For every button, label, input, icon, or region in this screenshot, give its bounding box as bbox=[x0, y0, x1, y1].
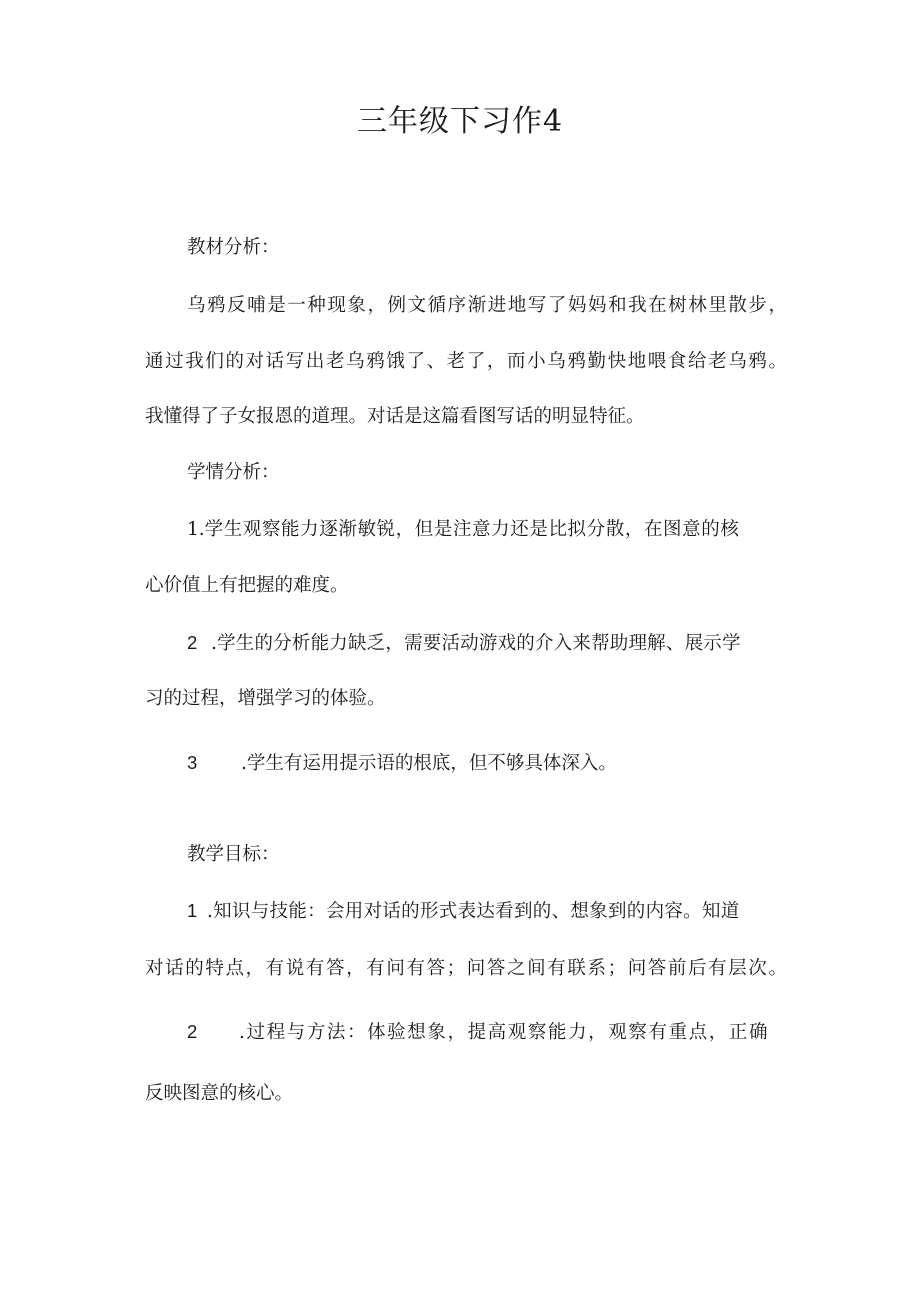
paragraph-line: 心价值上有把握的难度。 bbox=[145, 575, 349, 596]
page-title: 三年级下习作4 bbox=[356, 104, 564, 139]
list-number: 3 bbox=[187, 752, 198, 773]
paragraph-line: 通过我们的对话写出老乌鸦饿了、老了，而小乌鸦勤快地喂食给老乌鸦。 bbox=[145, 351, 787, 372]
list-number: 1 bbox=[187, 900, 198, 921]
list-text: .学生有运用提示语的根底，但不够具体深入。 bbox=[241, 753, 617, 774]
paragraph-line: 对话的特点，有说有答，有问有答；问答之间有联系；问答前后有层次。 bbox=[145, 958, 787, 979]
list-number: 2 bbox=[187, 1021, 198, 1042]
paragraph-line: 我懂得了子女报恩的道理。对话是这篇看图写话的明显特征。 bbox=[145, 406, 645, 427]
section-heading-learner-analysis: 学情分析： bbox=[187, 462, 280, 483]
paragraph-line: 反映图意的核心。 bbox=[145, 1083, 294, 1104]
list-item bbox=[187, 631, 741, 656]
list-number: 1. bbox=[187, 519, 205, 540]
paragraph-line: 乌鸦反哺是一种现象，例文循序渐进地写了妈妈和我在树林里散步， bbox=[187, 295, 787, 316]
list-text: .过程与方法：体验想象，提高观察能力，观察有重点，正确 bbox=[239, 1022, 770, 1043]
list-text: .知识与技能：会用对话的形式表达看到的、想象到的内容。知道 bbox=[207, 901, 740, 922]
section-heading-textbook-analysis: 教材分析： bbox=[187, 237, 280, 258]
list-text: .学生的分析能力缺乏，需要活动游戏的介入来帮助理解、展示学 bbox=[211, 633, 741, 654]
paragraph-line: 习的过程，增强学习的体验。 bbox=[145, 688, 386, 709]
list-number: 2 bbox=[187, 632, 198, 653]
section-heading-teaching-goals: 教学目标： bbox=[187, 844, 280, 865]
list-item bbox=[187, 751, 617, 776]
list-text: 学生观察能力逐渐敏锐，但是注意力还是比拟分散，在图意的核 bbox=[204, 519, 740, 540]
list-item bbox=[187, 899, 740, 924]
list-item bbox=[187, 518, 739, 542]
list-item bbox=[187, 1020, 769, 1045]
